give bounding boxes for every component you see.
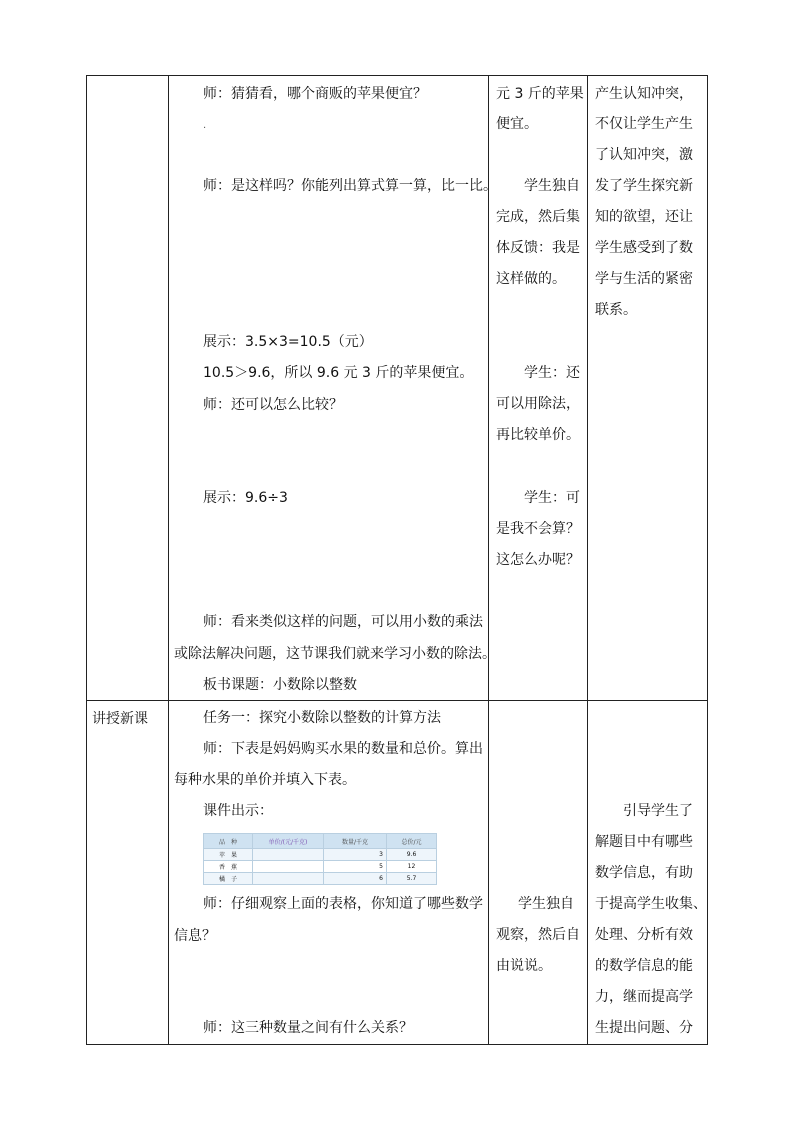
intent-text: 不仅让学生产生 [595,116,693,132]
fruit-table-row [204,861,437,873]
teacher-line-calc: 师：是这样吗？你能列出算式算一算，比一比。 [203,178,497,194]
student-text: 是我不会算？ [496,521,580,537]
intent-text: 引导学生了 [623,803,693,819]
courseware-label: 课件出示： [203,803,273,819]
table-border-right [707,75,708,1045]
fruit-table-header: 品 种 [204,834,253,849]
display-division: 展示：9.6÷3 [203,490,288,506]
fruit-quantity: 3 [324,849,387,861]
teacher-line-observe-b: 信息？ [174,928,216,944]
fruit-table-row [204,849,437,861]
student-text: 元 3 斤的苹果 [496,86,584,102]
stray-dot: . [203,120,207,131]
intent-text: 知的欲望，还让 [595,209,693,225]
fruit-total: 5.7 [387,873,437,885]
table-border-top [86,75,708,76]
intent-text: 产生认知冲突， [595,86,693,102]
intent-text: 解题目中有哪些 [595,834,693,850]
teacher-line-table-b: 每种水果的单价并填入下表。 [174,772,356,788]
intent-text: 学与生活的紧密 [595,271,693,287]
student-text: 学生：可 [524,490,580,506]
table-divider-col3 [587,75,588,1045]
intent-text: 生提出问题、分 [595,1020,693,1036]
fruit-table-row [204,873,437,885]
fruit-name: 香 蕉 [204,861,253,873]
teacher-line-relation: 师：这三种数量之间有什么关系？ [203,1020,413,1036]
teacher-line-intro-a: 师：看来类似这样的问题，可以用小数的乘法 [203,614,483,630]
student-text: 可以用除法， [496,396,580,412]
intent-text: 的数学信息的能 [595,958,693,974]
student-text: 学生：还 [524,365,580,381]
table-border-bottom [86,1044,708,1045]
intent-text: 了认知冲突，激 [595,147,693,163]
fruit-table-header: 数量/千克 [324,834,387,849]
teacher-line-table-a: 师：下表是妈妈购买水果的数量和总价。算出 [203,741,483,757]
fruit-name: 橘 子 [204,873,253,885]
fruit-total: 9.6 [387,849,437,861]
section-label: 讲授新课 [92,711,148,727]
student-text: 观察，然后自 [496,927,580,943]
fruit-quantity: 5 [324,861,387,873]
table-row-divider [86,700,708,701]
student-text: 学生独自 [524,178,580,194]
student-text: 便宜。 [496,116,538,132]
fruit-table-header: 总价/元 [387,834,437,849]
display-multiplication: 展示：3.5×3=10.5（元） [203,334,373,350]
student-text: 学生独自 [518,896,574,912]
task-one-title: 任务一：探究小数除以整数的计算方法 [203,710,441,726]
student-text: 体反馈：我是 [496,240,580,256]
table-border-left [86,75,87,1045]
teacher-line-intro-b: 或除法解决问题，这节课我们就来学习小数的除法。 [174,646,496,662]
intent-text: 力，继而提高学 [595,989,693,1005]
fruit-price-table [203,833,437,885]
comparison-result: 10.5＞9.6，所以 9.6 元 3 斤的苹果便宜。 [203,365,474,381]
fruit-total: 12 [387,861,437,873]
board-title: 板书课题：小数除以整数 [203,677,357,693]
fruit-name: 苹 果 [204,849,253,861]
student-text: 这怎么办呢？ [496,552,580,568]
fruit-unit-price [253,861,324,873]
fruit-unit-price [253,873,324,885]
intent-text: 联系。 [595,302,637,318]
student-text: 由说说。 [496,958,552,974]
student-text: 完成，然后集 [496,209,580,225]
intent-text: 发了学生探究新 [595,178,693,194]
student-text: 这样做的。 [496,271,566,287]
fruit-table-header: 单价/(元/千克) [253,834,324,849]
teacher-line-guess: 师：猜猜看，哪个商贩的苹果便宜？ [203,86,427,102]
intent-text: 于提高学生收集、 [595,896,707,912]
table-divider-col1 [168,75,169,1045]
intent-text: 处理、分析有效 [595,927,693,943]
intent-text: 学生感受到了数 [595,240,693,256]
teacher-line-observe-a: 师：仔细观察上面的表格，你知道了哪些数学 [203,896,483,912]
student-text: 再比较单价。 [496,427,580,443]
fruit-quantity: 6 [324,873,387,885]
fruit-unit-price [253,849,324,861]
intent-text: 数学信息，有助 [595,865,693,881]
teacher-line-other-way: 师：还可以怎么比较？ [203,397,343,413]
table-divider-col2 [488,75,489,1045]
